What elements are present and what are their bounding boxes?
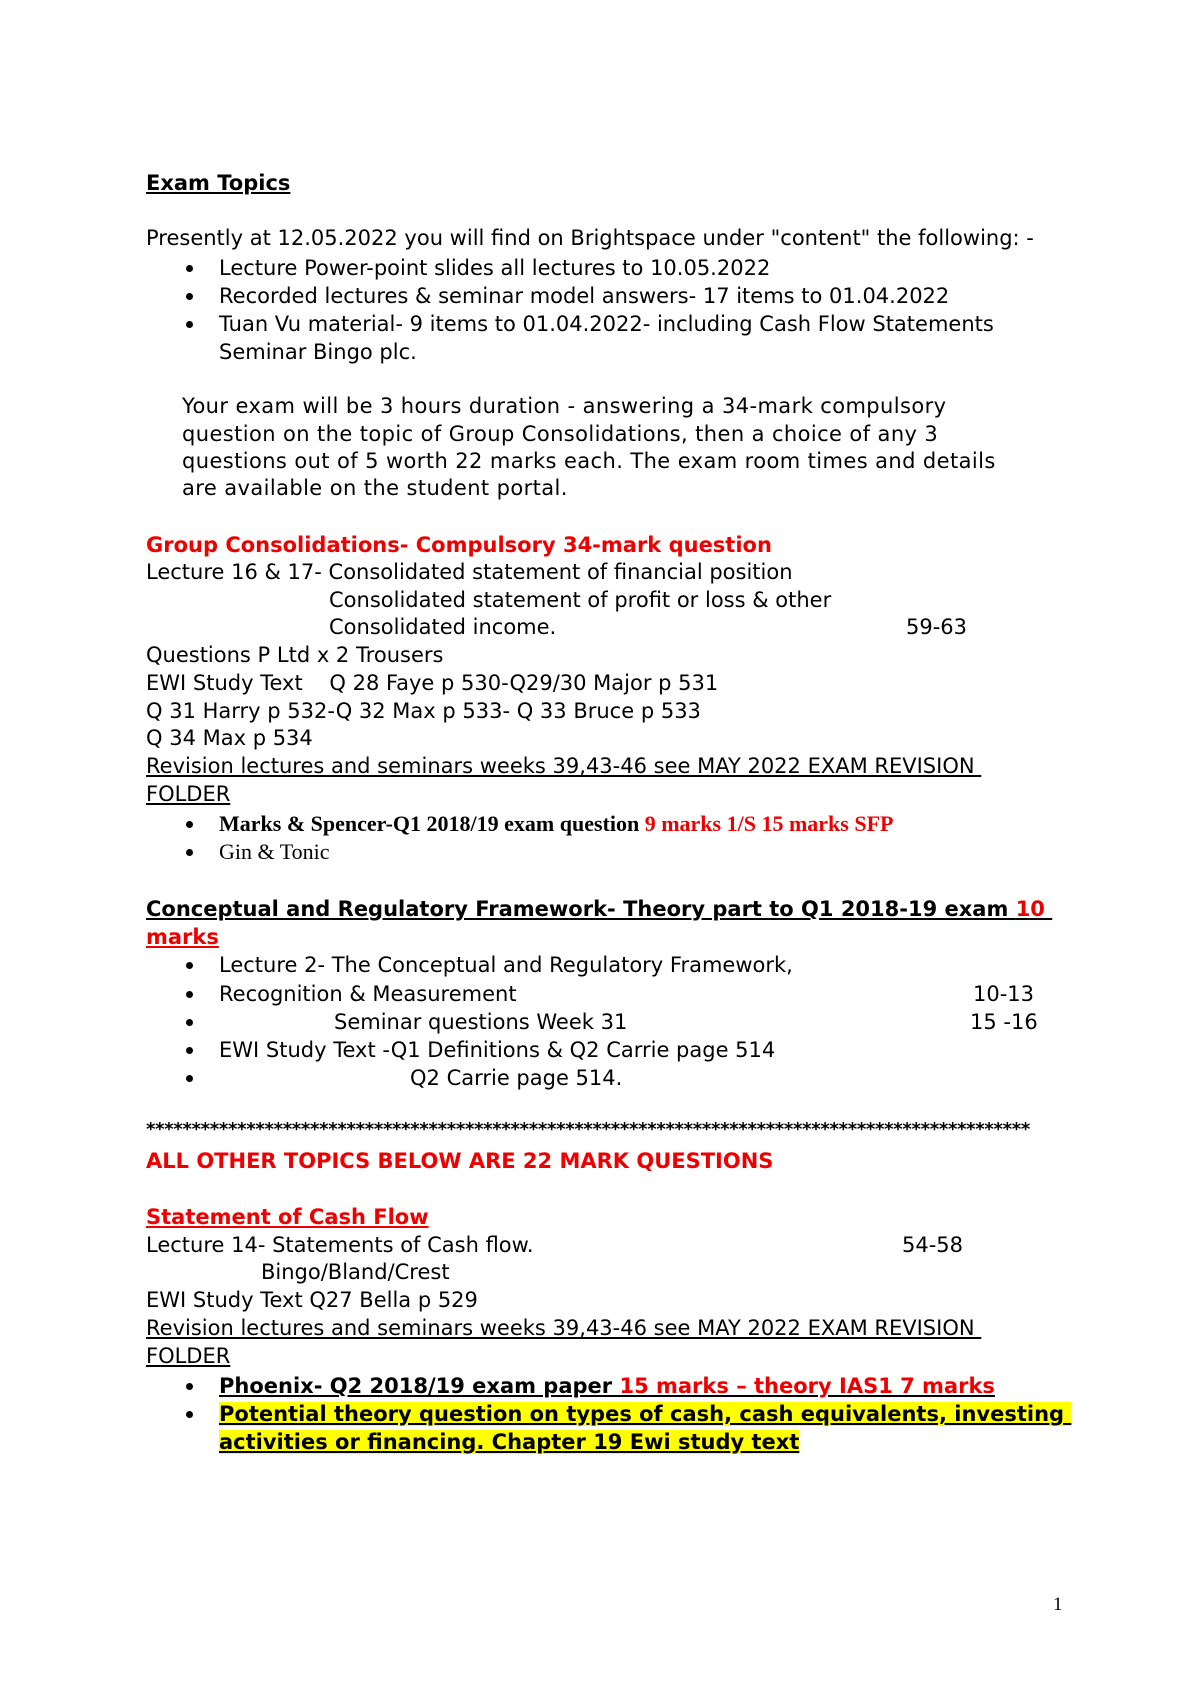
group-line: EWI Study Text Q 28 Faye p 530-Q29/30 Major p 531 [146,671,719,695]
highlight: activities or financing. Chapter 19 Ewi study text [219,1430,800,1454]
bullet-icon [186,1383,193,1390]
exam-paragraph-line: Your exam will be 3 hours duration - answering a 34-mark compulsory [182,394,947,418]
cashflow-bullet [219,1372,995,1400]
group-line: Q 31 Harry p 532-Q 32 Max p 533- Q 33 Bruce p 533 [146,699,701,723]
page-title: Exam Topics [146,171,291,195]
intro-item: Lecture Power-point slides all lectures to 10.05.2022 [219,256,771,280]
intro-lead: Presently at 12.05.2022 you will find on Brightspace under "content" the following: - [146,226,1034,250]
conceptual-item: Q2 Carrie page 514. [410,1066,623,1090]
conceptual-heading-continued: marks [146,925,219,949]
exam-paragraph-line: question on the topic of Group Consolidations, then a choice of any 3 [182,422,939,446]
conceptual-heading-marks: 10 [1015,897,1053,921]
group-line: Lecture 16 & 17- Consolidated statement of financial position [146,560,793,584]
page-range: 59-63 [906,615,968,639]
group-heading: Group Consolidations- Compulsory 34-mark question [146,533,772,557]
cashflow-bullet-text: Phoenix- Q2 2018/19 exam paper [219,1374,620,1398]
conceptual-item: Recognition & Measurement [219,982,517,1006]
revision-link: Revision lectures and seminars weeks 39,43-46 see MAY 2022 EXAM REVISION [146,754,982,778]
exam-paragraph-line: questions out of 5 worth 22 marks each. The exam room times and details [182,449,996,473]
bullet-icon [186,821,193,828]
cashflow-line: Lecture 14- Statements of Cash flow. [146,1233,534,1257]
conceptual-item: Lecture 2- The Conceptual and Regulatory Framework, [219,953,793,977]
group-bullet-text: Marks & Spencer-Q1 2018/19 exam question [219,811,645,836]
bullet-icon [186,1075,193,1082]
group-bullet-marks: 9 marks 1/S 15 marks SFP [644,811,894,836]
cashflow-line: EWI Study Text Q27 Bella p 529 [146,1288,478,1312]
page-range: 10-13 [973,982,1035,1006]
group-line: Q 34 Max p 534 [146,726,313,750]
bullet-icon [186,293,193,300]
group-bullet [219,810,893,838]
exam-paragraph-line: are available on the student portal. [182,476,568,500]
intro-item-continued: Seminar Bingo plc. [219,340,417,364]
cashflow-heading: Statement of Cash Flow [146,1205,429,1229]
cashflow-theory-line-continued [219,1428,799,1456]
bullet-icon [186,1047,193,1054]
bullet-icon [186,1411,193,1418]
revision-link-continued: FOLDER [146,1344,231,1368]
revision-link-continued: FOLDER [146,782,231,806]
bullet-icon [186,265,193,272]
conceptual-item: Seminar questions Week 31 [334,1010,628,1034]
conceptual-heading-text: Conceptual and Regulatory Framework- Theory part to Q1 2018-19 exam [146,897,1016,921]
bullet-icon [186,1019,193,1026]
cashflow-line: Bingo/Bland/Crest [261,1260,450,1284]
bullet-icon [186,849,193,856]
intro-item: Tuan Vu material- 9 items to 01.04.2022- including Cash Flow Statements [219,312,994,336]
bullet-icon [186,991,193,998]
revision-link: Revision lectures and seminars weeks 39,43-46 see MAY 2022 EXAM REVISION [146,1316,982,1340]
cashflow-theory-line [219,1400,1071,1428]
page-range: 54-58 [902,1233,964,1257]
all-other-topics-heading: ALL OTHER TOPICS BELOW ARE 22 MARK QUESTIONS [146,1149,774,1173]
page-number: 1 [1053,1594,1063,1615]
group-bullet: Gin & Tonic [219,839,330,864]
conceptual-item: EWI Study Text -Q1 Definitions & Q2 Carrie page 514 [219,1038,776,1062]
intro-item: Recorded lectures & seminar model answers- 17 items to 01.04.2022 [219,284,950,308]
group-line: Questions P Ltd x 2 Trousers [146,643,444,667]
bullet-icon [186,321,193,328]
group-line: Consolidated income. [329,615,557,639]
page-range: 15 -16 [970,1010,1038,1034]
highlight: Potential theory question on types of cash, cash equivalents, investing [219,1402,1072,1426]
bullet-icon [186,962,193,969]
group-line: Consolidated statement of profit or loss & other [329,588,832,612]
cashflow-bullet-marks: 15 marks – theory IAS1 7 marks [619,1374,995,1398]
separator: ************************************************************************************************* [146,1119,1030,1140]
conceptual-heading [146,895,1052,923]
